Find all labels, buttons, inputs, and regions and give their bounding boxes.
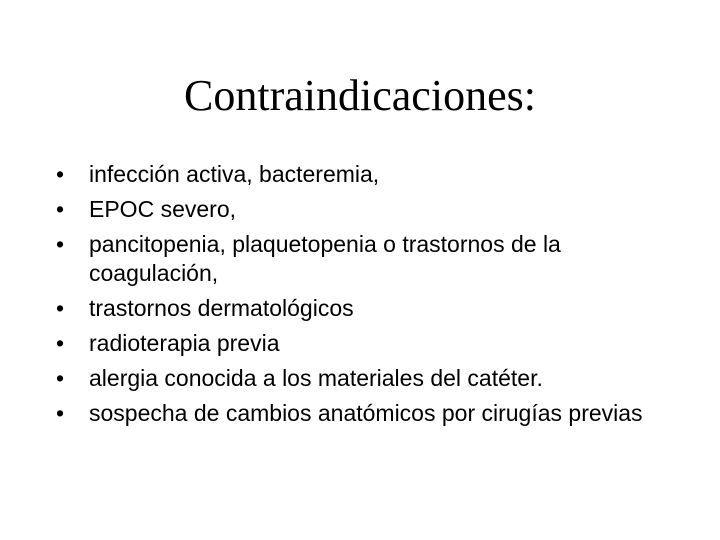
- list-item-text: pancitopenia, plaquetopenia o trastornos de la coagulación,: [89, 231, 561, 286]
- list-item: [56, 294, 676, 323]
- bullet-icon: •: [56, 161, 65, 187]
- bullet-icon: •: [56, 365, 65, 391]
- bullet-icon: •: [56, 231, 65, 257]
- bullet-list: [56, 160, 676, 434]
- list-item-text: sospecha de cambios anatómicos por cirugías previas: [89, 400, 643, 426]
- list-item-text: EPOC severo,: [89, 196, 236, 222]
- list-item: [56, 399, 676, 428]
- list-item: [56, 230, 676, 288]
- list-item: [56, 329, 676, 358]
- list-item-text: trastornos dermatológicos: [89, 295, 354, 321]
- bullet-icon: •: [56, 400, 65, 426]
- slide-title: Contraindicaciones:: [184, 71, 536, 120]
- list-item: [56, 160, 676, 189]
- list-item: [56, 195, 676, 224]
- list-item-text: infección activa, bacteremia,: [89, 161, 380, 187]
- list-item: [56, 364, 676, 393]
- list-item-text: radioterapia previa: [89, 330, 280, 356]
- bullet-icon: •: [56, 330, 65, 356]
- list-item-text: alergia conocida a los materiales del catéter.: [89, 365, 543, 391]
- bullet-icon: •: [56, 196, 65, 222]
- bullet-icon: •: [56, 295, 65, 321]
